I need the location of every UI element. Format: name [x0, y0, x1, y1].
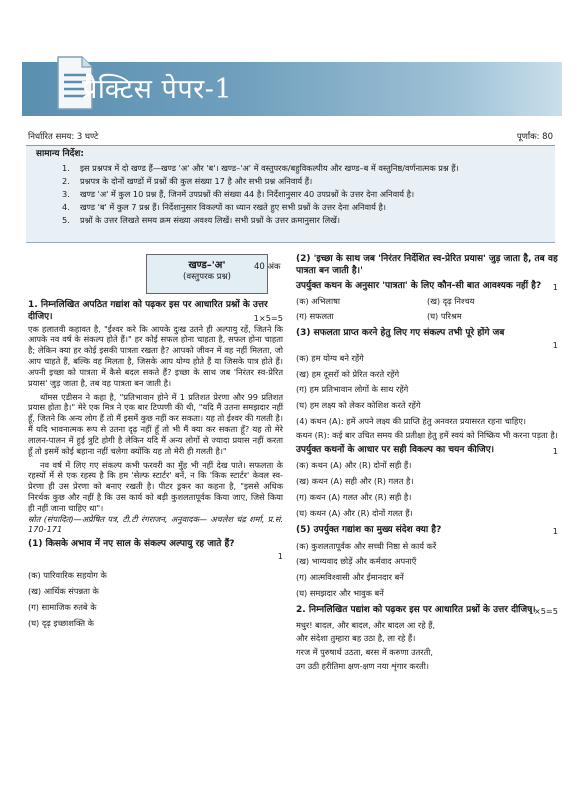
passage-source: स्रोत (संपादित)—अप्रेषित पत्र, टी.टी रंगराजन, अनुवादक— अचलेश चंद्र शर्मा, प्र.सं. 170-171 [28, 513, 283, 535]
instruction-item: 2. प्रश्नपत्र के दोनों खण्डों में प्रश्नों की कुल संख्या 17 है और सभी प्रश्न अनिवार्य हैं। [62, 175, 313, 186]
subquestion-marks: 1 [552, 525, 558, 536]
instruction-item: 3. खण्ड 'अ' में कुल 10 प्रश्न हैं, जिनमें उपप्रश्नों की संख्या 44 है। निर्देशानुसार 40 उपप्रश्नों के उत्तर देना अनिवार्य है। [62, 188, 415, 199]
section-marks: 40 अंक [254, 262, 281, 272]
page-title: प्रैक्टिस पेपर-1 [82, 74, 233, 105]
instruction-item: 5. प्रश्नों के उत्तर लिखते समय क्रम संख्या अवश्य लिखें। सभी प्रश्नों के उत्तर क्रमानुसार लिखें। [62, 215, 340, 226]
left-column [28, 254, 283, 628]
subquestion-2-prompt: उपर्युक्त कथन के अनुसार 'पात्रता' के लिए कौन-सी बात आवश्यक नहीं है? [296, 280, 542, 291]
instruction-item: 4. खण्ड 'ब' में कुल 7 प्रश्न हैं। निर्देशानुसार विकल्पों का ध्यान रखते हुए सभी प्रश्नों के उत्तर देना अनिवार्य है। [62, 201, 386, 212]
subquestion-marks: 1 [277, 551, 283, 562]
option: (ग) सामाजिक रुतबे के [28, 601, 97, 612]
option: (क) कुशलतापूर्वक और सच्ची निष्ठा से कार्य करें [296, 540, 437, 551]
right-column [296, 254, 558, 672]
option: (ग) हम प्रतिभावान लोगों के साथ रहेंगे [296, 384, 409, 395]
instructions-title: सामान्य निर्देश: [36, 149, 84, 159]
question-2-marks: 1×5=5 [528, 605, 558, 616]
instruction-item: 1. इस प्रश्नपत्र में दो खण्ड हैं—खण्ड 'अ' और 'ब'। खण्ड–'अ' में वस्तुपरक/बहुविकल्पीय और खण्ड–ब में वस्तुनिष्ठ/वर्णनात्मक प्रश्न हैं। [62, 162, 459, 173]
section-heading: खण्ड–'अ' (वस्तुपरक प्रश्न) [146, 254, 268, 294]
option-row [296, 296, 558, 307]
passage-paragraph: एक हलातवी कहावत है, "ईश्वर करे कि आपके दुःख उतने ही अल्पायु रहें, जितने कि आपके नव वर्ष के संकल्प होते हैं।" हर कोई सफल होना चाहता है, सफल होना चाहता है; लेकिन क्या हर कोई इसकी पात्रता रखता है? आपको जीवन में वह नहीं मिलता, जो आप चाहते हैं, बल्कि वह मिलता है, जिसके आप योग्य होते हैं या जिसके पात्र होते हैं। अपनी इच्छा को पात्रता में कैसे बदल सकते हैं? इच्छा के साथ जब 'निरंतर स्व-प्रेरित प्रयास' जुड़ जाता है, तब वह पात्रता बन जाती है। [28, 323, 283, 388]
subquestion-marks: 1 [552, 445, 558, 456]
total-marks: पूर्णांक: 80 [516, 132, 553, 142]
subquestion-3: (3) सफलता प्राप्त करने हेतु लिए गए संकल्प तभी पूरे होंगे जब [296, 328, 505, 339]
option: (घ) हम लक्ष्य को लेकर कोशिश करते रहेंगे [296, 400, 421, 411]
instructions-list [36, 163, 545, 226]
option: (क) पारिवारिक सहयोग के [28, 570, 107, 581]
option: (घ) दृढ़ इच्छाशक्ति के [28, 617, 94, 628]
passage-paragraph: थॉमस एडीसन ने कहा है, "प्रतिभावान होने में 1 प्रतिशत प्रेरणा और 99 प्रतिशत प्रयास होता है।" मेरे एक मित्र ने एक बार टिप्पणी की थी, "यदि मैं उतना समझदार नहीं हूँ, जितने कि अन्य लोग हैं तो मैं इसमें कुछ नहीं कर सकता। यह तो ईश्वर की गलती है। मैं यदि भावनात्मक रूप से उतना दृढ़ नहीं हूँ तो भी मैं क्या कर सकता हूँ? यह तो मेरे लालन-पालन में हुई त्रुटि होगी है लेकिन यदि मैं अन्य लोगों से ज्यादा प्रयास नहीं करता हूँ तो इसमें कोई बहाना नहीं चलेगा क्योंकि यह तो मेरी ही गलती है।" [28, 391, 283, 456]
option: (ख) दृढ़ निश्चय [427, 296, 475, 307]
option: (घ) परिश्रम [427, 311, 462, 322]
poem-line: उग उठी हरीतिमा क्षण-क्षण नया शृंगार करती। [296, 661, 429, 671]
option: (ग) आत्मविश्वासी और ईमानदार बनें [296, 572, 404, 583]
subquestion-2: (2) 'इच्छा के साथ जब 'निरंतर निर्देशित स्व-प्रेरित प्रयास' जुड़ जाता है, तब वह पात्रता बन जाती है।' [296, 254, 558, 276]
question-1-marks: 1×5=5 [253, 312, 283, 323]
subquestion-4-assertion: (4) कथन (A): हमें अपने लक्ष्य की प्राप्ति हेतु अनवरत प्रयासरत रहना चाहिए। [296, 416, 527, 427]
option: (ग) कथन (A) गलत और (R) सही है। [296, 492, 412, 503]
option: (ख) आर्थिक संपन्नता के [28, 585, 99, 596]
poem-line: और संदेशा तुम्हारा बह उठा है, ला रहे हैं। [296, 633, 416, 644]
question-1: 1. निम्नलिखित अपठित गद्यांश को पढ़कर इस पर आधारित प्रश्नों के उत्तर दीजिए। [28, 300, 268, 322]
poem-line: गरज में पुरुषार्थ उठता, बरस में करुणा उतरती, [296, 647, 433, 658]
subquestion-marks: 1 [552, 281, 558, 292]
option: (ख) कथन (A) सही और (R) गलत है। [296, 476, 414, 487]
instructions-box [26, 146, 555, 243]
option: (ख) हम दूसरों को प्रेरित करते रहेंगे [296, 368, 400, 379]
subquestion-5: (5) उपर्युक्त गद्यांश का मुख्य संदेश क्या है? [296, 524, 442, 535]
option-row [296, 311, 558, 322]
passage-paragraph: नव वर्ष में लिए गए संकल्प कभी फरवरी का मुँह भी नहीं देख पाते। सफलता के रहस्यों में से एक रहस्य है कि हम 'सेल्फ स्टार्टर' बनें, न कि 'किक स्टार्टर' केवल स्व-प्रेरणा ही उस प्रेरणा को बनाए रखती है। पीटर ड्रकर का कहना है, "इससे अधिक निरर्थक कुछ और नहीं है कि उस कार्य को बड़ी कुशलतापूर्वक किया जाए, जिसे किया ही नहीं जाना चाहिए था"। [28, 459, 283, 513]
option: (क) अभिलाषा [296, 296, 340, 307]
subquestion-4: उपर्युक्त कथनों के आधार पर सही विकल्प का चयन कीजिए। [296, 444, 495, 455]
option: (क) हम योग्य बने रहेंगे [296, 352, 364, 363]
option: (घ) समझदार और भावुक बनें [296, 587, 384, 598]
time-allowed: निर्धारित समय: 3 घण्टे [28, 132, 99, 142]
option: (ग) सफलता [296, 311, 334, 322]
subquestion-marks: 1 [552, 339, 558, 350]
subquestion-1: (1) किसके अभाव में नए साल के संकल्प अल्पायु रह जाते हैं? [28, 539, 235, 550]
option: (ख) भाग्यवाद छोड़ें और कर्मवाद अपनाएँ [296, 556, 417, 567]
option: (क) कथन (A) और (R) दोनों सही हैं। [296, 460, 412, 471]
subquestion-4-reason: कथन (R): कई बार उचित समय की प्रतीक्षा हेतु हमें स्वयं को निष्क्रिय भी करना पड़ता है। [296, 429, 558, 440]
option: (घ) कथन (A) और (R) दोनों गलत हैं। [296, 507, 413, 518]
question-2: 2. निम्नलिखित पद्यांश को पढ़कर इस पर आधारित प्रश्नों के उत्तर दीजिए। [296, 604, 536, 615]
poem-line: मधुर! बादल, और बादल, और बादल आ रहे हैं, [296, 619, 436, 630]
